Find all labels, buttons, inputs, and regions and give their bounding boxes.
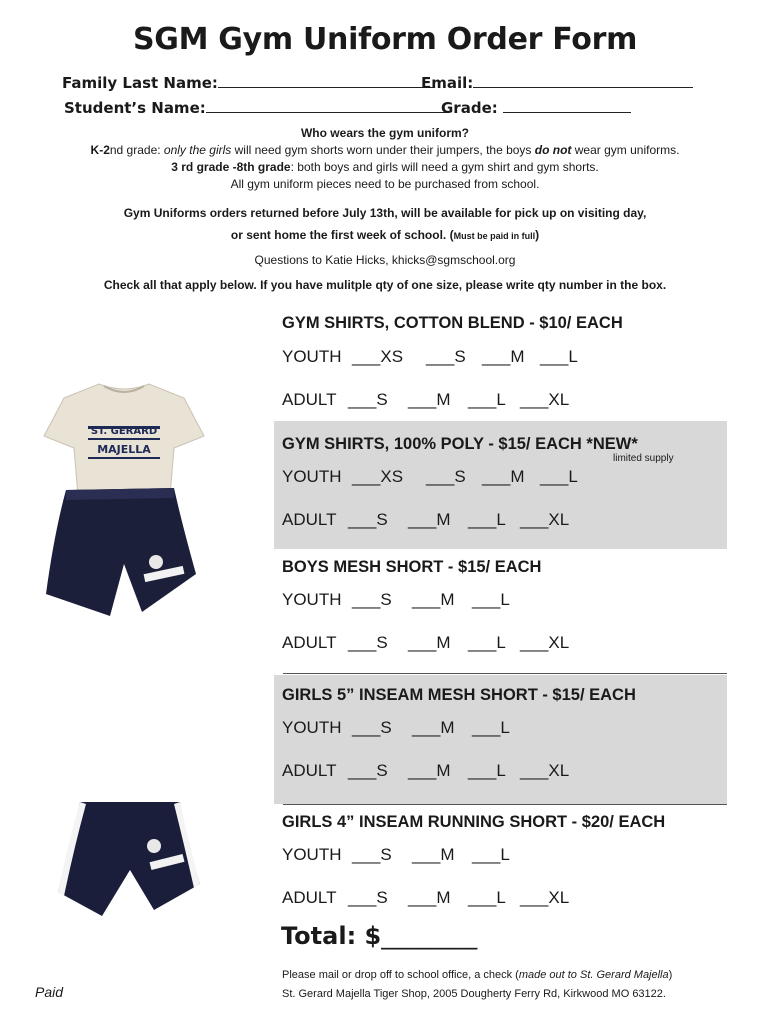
grade-label: Grade: (441, 99, 498, 117)
size-option[interactable]: ___L (472, 845, 510, 864)
size-option[interactable]: ___L (472, 718, 510, 737)
size-option[interactable]: ___M (408, 761, 451, 780)
size-option[interactable]: ___M (412, 845, 455, 864)
size-option[interactable]: ___L (468, 761, 506, 780)
limited-supply-note: limited supply (613, 453, 674, 464)
size-option[interactable]: ___M (408, 888, 451, 907)
size-option[interactable]: ___S (348, 761, 388, 780)
size-option[interactable]: ___M (412, 718, 455, 737)
size-option[interactable]: ___M (482, 347, 525, 366)
size-option[interactable]: ___XL (520, 510, 570, 529)
section-title: GYM SHIRTS, COTTON BLEND - $10/ EACH (282, 314, 623, 332)
size-option[interactable]: ___L (540, 467, 578, 486)
orders-info-1: Gym Uniforms orders returned before July 13th, will be available for pick up on visiting day, (123, 206, 647, 220)
family-name-field[interactable] (62, 73, 434, 92)
email-label: Email: (421, 74, 474, 92)
email-field[interactable] (421, 73, 693, 92)
total-label: Total: $ (281, 922, 382, 950)
student-name-line[interactable] (206, 98, 449, 113)
size-option[interactable]: ___XL (520, 761, 570, 780)
youth-size-row: YOUTH ___S ___M ___L (282, 718, 510, 737)
size-option[interactable]: ___S (348, 510, 388, 529)
who-wears-heading: Who wears the gym uniform? (300, 126, 469, 140)
section-title: GYM SHIRTS, 100% POLY - $15/ EACH *NEW* (282, 435, 638, 453)
k2-info: K-2nd grade: only the girls will need gym shorts worn under their jumpers, the boys do not wear gym uniforms. (90, 143, 680, 157)
size-option[interactable]: ___S (352, 718, 392, 737)
size-option[interactable]: ___L (468, 888, 506, 907)
running-shorts-photo (50, 798, 205, 918)
divider (283, 673, 727, 674)
adult-size-row: ADULT ___S ___M ___L ___XL (282, 888, 570, 907)
shirt-print-text: MAJELLA (97, 443, 151, 456)
size-option[interactable]: ___S (426, 347, 466, 366)
shirt-and-shorts-photo (24, 364, 224, 630)
page-title: SGM Gym Uniform Order Form (132, 22, 638, 57)
size-option[interactable]: ___L (468, 510, 506, 529)
total-blank[interactable]: ________ (381, 922, 478, 950)
student-name-field[interactable] (64, 98, 449, 117)
youth-size-row: YOUTH ___S ___M ___L (282, 590, 510, 609)
size-option[interactable]: ___M (408, 633, 451, 652)
total-field[interactable] (281, 922, 477, 950)
adult-size-row: ADULT ___S ___M ___L ___XL (282, 761, 570, 780)
divider (283, 804, 727, 805)
size-option[interactable]: ___M (408, 390, 451, 409)
check-all-instructions: Check all that apply below. If you have mulitple qty of one size, please write qty number in the box. (103, 278, 667, 292)
size-option[interactable]: ___M (408, 510, 451, 529)
youth-size-row: YOUTH ___XS ___S ___M ___L (282, 347, 578, 366)
student-name-label: Student’s Name: (64, 99, 206, 117)
size-option[interactable]: ___M (412, 590, 455, 609)
grade38-info: 3 rd grade -8th grade: both boys and girls will need a gym shirt and gym shorts. (171, 160, 599, 174)
size-option[interactable]: ___S (352, 845, 392, 864)
adult-size-row: ADULT ___S ___M ___L ___XL (282, 510, 570, 529)
mail-instructions: Please mail or drop off to school office, a check (made out to St. Gerard Majella) (282, 969, 673, 981)
section-title: GIRLS 4” INSEAM RUNNING SHORT - $20/ EACH (282, 813, 666, 831)
size-option[interactable]: ___L (540, 347, 578, 366)
size-option[interactable]: ___M (482, 467, 525, 486)
size-option[interactable]: ___S (348, 390, 388, 409)
size-option[interactable]: ___XS (352, 467, 404, 486)
purchase-info: All gym uniform pieces need to be purchased from school. (230, 177, 540, 191)
family-name-line[interactable] (218, 73, 434, 88)
size-option[interactable]: ___XL (520, 888, 570, 907)
size-option[interactable]: ___S (426, 467, 466, 486)
paid-label: Paid (35, 984, 64, 1000)
size-option[interactable]: ___L (472, 590, 510, 609)
grade-line[interactable] (503, 98, 631, 113)
grade-field[interactable] (441, 98, 631, 117)
size-option[interactable]: ___L (468, 390, 506, 409)
size-option[interactable]: ___S (348, 888, 388, 907)
size-option[interactable]: ___L (468, 633, 506, 652)
adult-size-row: ADULT ___S ___M ___L ___XL (282, 390, 570, 409)
shirt-print-text: ST. GERARD (90, 426, 158, 437)
size-option[interactable]: ___S (348, 633, 388, 652)
size-option[interactable]: ___S (352, 590, 392, 609)
shop-address: St. Gerard Majella Tiger Shop, 2005 Dougherty Ferry Rd, Kirkwood MO 63122. (282, 988, 666, 1000)
size-option[interactable]: ___XS (352, 347, 404, 366)
orders-info-2: or sent home the first week of school. (Must be paid in full) (230, 228, 540, 242)
section-title: GIRLS 5” INSEAM MESH SHORT - $15/ EACH (282, 686, 636, 704)
section-title: BOYS MESH SHORT - $15/ EACH (282, 558, 542, 576)
email-line[interactable] (473, 73, 693, 88)
size-option[interactable]: ___XL (520, 633, 570, 652)
youth-size-row: YOUTH ___XS ___S ___M ___L (282, 467, 578, 486)
youth-size-row: YOUTH ___S ___M ___L (282, 845, 510, 864)
size-option[interactable]: ___XL (520, 390, 570, 409)
family-name-label: Family Last Name: (62, 74, 218, 92)
adult-size-row: ADULT ___S ___M ___L ___XL (282, 633, 570, 652)
questions-contact: Questions to Katie Hicks, khicks@sgmschool.org (254, 253, 516, 267)
